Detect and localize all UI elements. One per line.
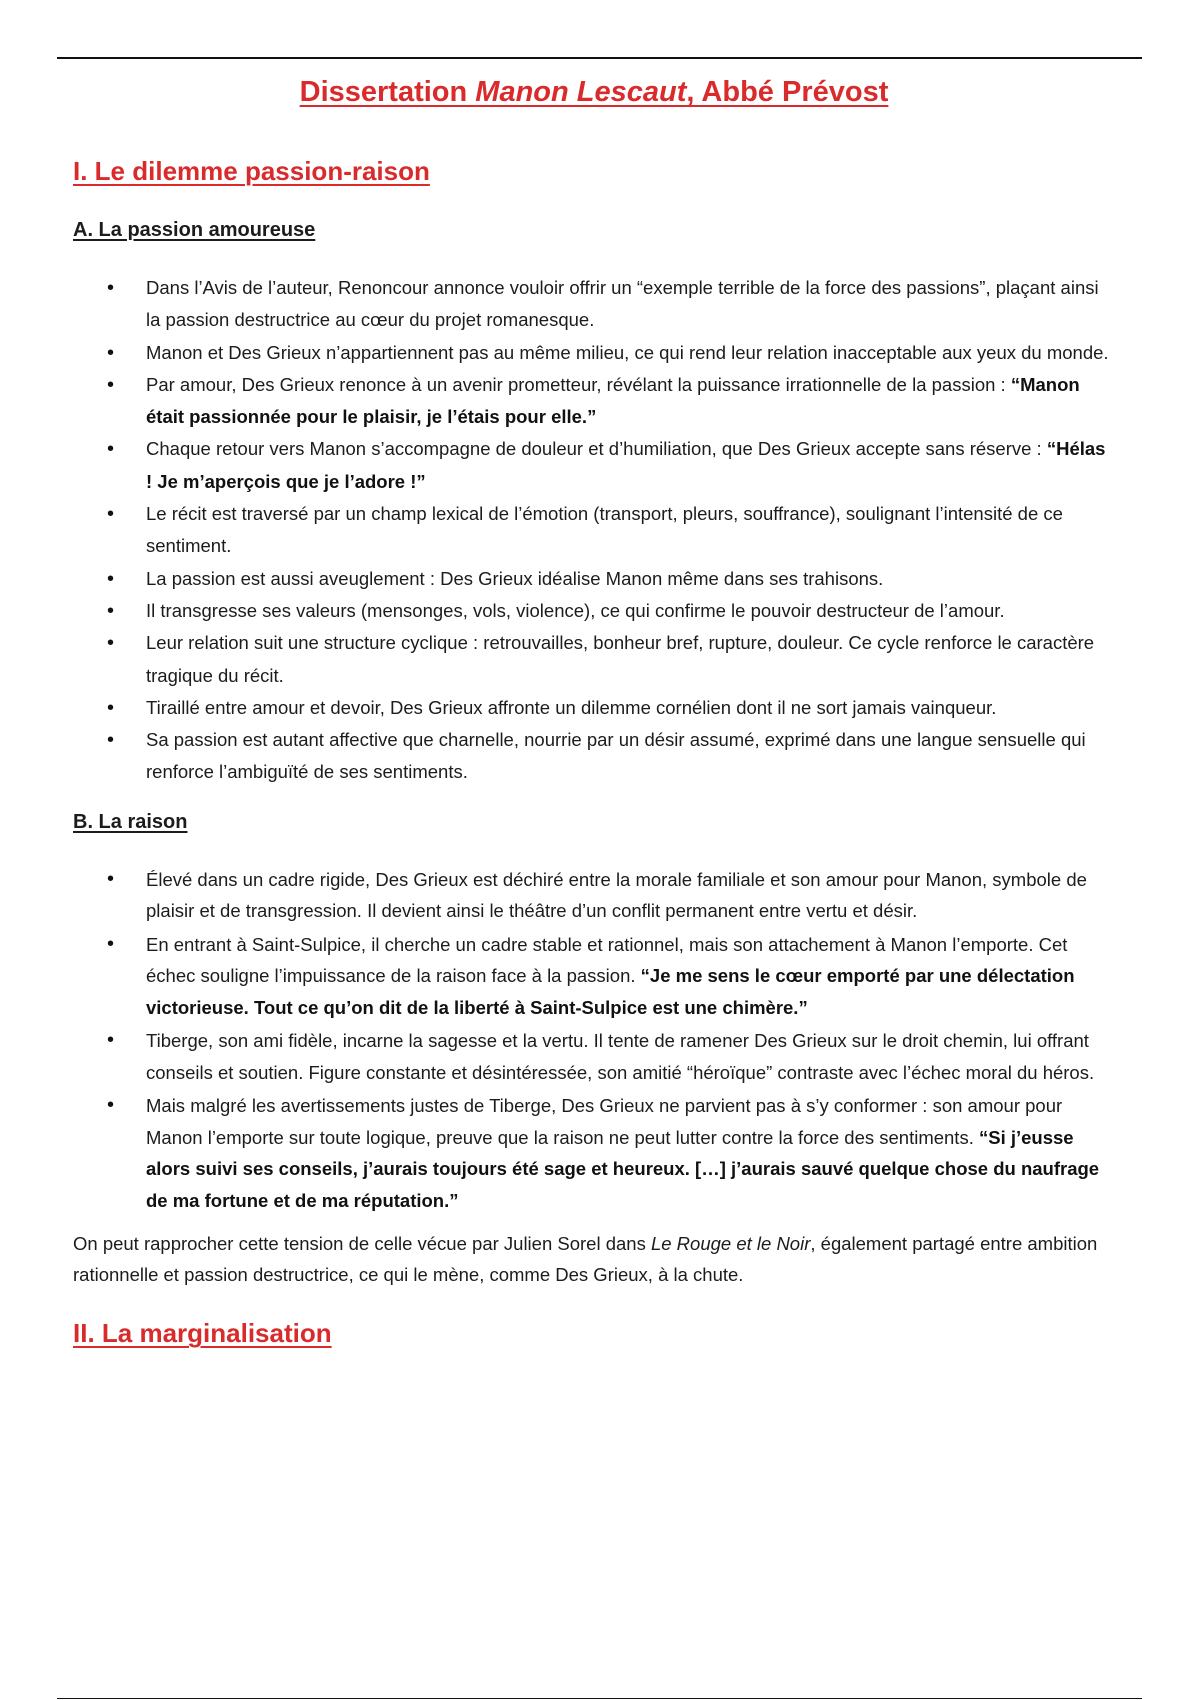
cited-work: Le Rouge et le Noir [650, 1233, 811, 1255]
quote: “Manon était passionnée pour le plaisir, je l’étais pour elle.” [146, 373, 1080, 428]
list-item: • Dans l’Avis de l’auteur, Renoncour annonce vouloir offrir un “exemple terrible de la force des passions”, plaçant ainsi la passion destructrice au cœur du projet romanesque. [73, 272, 1115, 337]
list-item: • Leur relation suit une structure cyclique : retrouvailles, bonheur bref, rupture, douleur. Ce cycle renforce le caractère tragique du récit. [73, 627, 1115, 692]
title-prefix: Dissertation [299, 76, 476, 108]
part1-heading: I. Le dilemme passion-raison [73, 156, 430, 186]
quote: “Je me sens le cœur emporté par une délectation victorieuse. Tout ce qu’on dit de la liberté à Saint-Sulpice est une chimère.” [146, 965, 1075, 1018]
section-b-heading: B. La raison [73, 810, 188, 833]
top-rule [57, 57, 1142, 59]
list-item: • Tiberge, son ami fidèle, incarne la sagesse et la vertu. Il tente de ramener Des Grieux sur le droit chemin, lui offrant conseils et soutien. Figure constante et désintéressée, son amitié “héroïque” contraste avec l’échec moral du héros. [73, 1025, 1115, 1088]
list-item: • La passion est aussi aveuglement : Des Grieux idéalise Manon même dans ses trahisons. [73, 563, 1115, 595]
list-item: • En entrant à Saint-Sulpice, il cherche un cadre stable et rationnel, mais son attachement à Manon l’emporte. Cet échec souligne l’impuissance de la raison face à la passion. “Je me sens le cœur emporté par une délectation victorieuse. Tout ce qu’on dit de la liberté à Saint-Sulpice est une chimère.” [73, 929, 1115, 1024]
list-item: • Tiraillé entre amour et devoir, Des Grieux affronte un dilemme cornélien dont il ne sort jamais vainqueur. [73, 692, 1115, 724]
document-page [73, 74, 1115, 1349]
list-item: • Il transgresse ses valeurs (mensonges, vols, violence), ce qui confirme le pouvoir destructeur de l’amour. [73, 595, 1115, 627]
section-b-list [73, 864, 1115, 1217]
list-item: • Mais malgré les avertissements justes de Tiberge, Des Grieux ne parvient pas à s’y conformer : son amour pour Manon l’emporte sur toute logique, preuve que la raison ne peut lutter contre la force des sentiments. “Si j’eusse alors suivi ses conseils, j’aurais toujours été sage et heureux. […] j’aurais sauvé quelque chose du naufrage de ma fortune et de ma réputation.” [73, 1090, 1115, 1216]
section-a-list [73, 272, 1115, 789]
bottom-rule [57, 1698, 1142, 1699]
title-suffix: , Abbé Prévost [686, 76, 889, 108]
quote: “Hélas ! Je m’aperçois que je l’adore !” [146, 438, 1106, 492]
list-item: • Élevé dans un cadre rigide, Des Grieux est déchiré entre la morale familiale et son amour pour Manon, symbole de plaisir et de transgression. Il devient ainsi le théâtre d’un conflit permanent entre vertu et désir. [73, 864, 1115, 927]
title-work: Manon Lescaut [475, 76, 687, 108]
list-item: • Par amour, Des Grieux renonce à un avenir prometteur, révélant la puissance irrationnelle de la passion : “Manon était passionnée pour le plaisir, je l’étais pour elle.” [73, 369, 1115, 434]
list-item: • Sa passion est autant affective que charnelle, nourrie par un désir assumé, exprimé dans une langue sensuelle qui renforce l’ambiguïté de ses sentiments. [73, 724, 1115, 789]
part2-heading: II. La marginalisation [73, 1318, 332, 1349]
conclusion-paragraph: On peut rapprocher cette tension de celle vécue par Julien Sorel dans Le Rouge et le Noir, également partagé entre ambition rationnelle et passion destructrice, ce qui le mène, comme Des Grieux, à la chute. [73, 1233, 1098, 1286]
list-item: • Manon et Des Grieux n’appartiennent pas au même milieu, ce qui rend leur relation inacceptable aux yeux du monde. [73, 337, 1115, 369]
list-item: • Le récit est traversé par un champ lexical de l’émotion (transport, pleurs, souffrance), soulignant l’intensité de ce sentiment. [73, 498, 1115, 563]
list-item: • Chaque retour vers Manon s’accompagne de douleur et d’humiliation, que Des Grieux accepte sans réserve : “Hélas ! Je m’aperçois que je l’adore !” [73, 433, 1115, 498]
quote: “Si j’eusse alors suivi ses conseils, j’aurais toujours été sage et heureux. […] j’aurais sauvé quelque chose du naufrage de ma fortune et de ma réputation.” [146, 1126, 1100, 1211]
section-a-heading: A. La passion amoureuse [73, 219, 316, 241]
document-title [73, 74, 1115, 109]
